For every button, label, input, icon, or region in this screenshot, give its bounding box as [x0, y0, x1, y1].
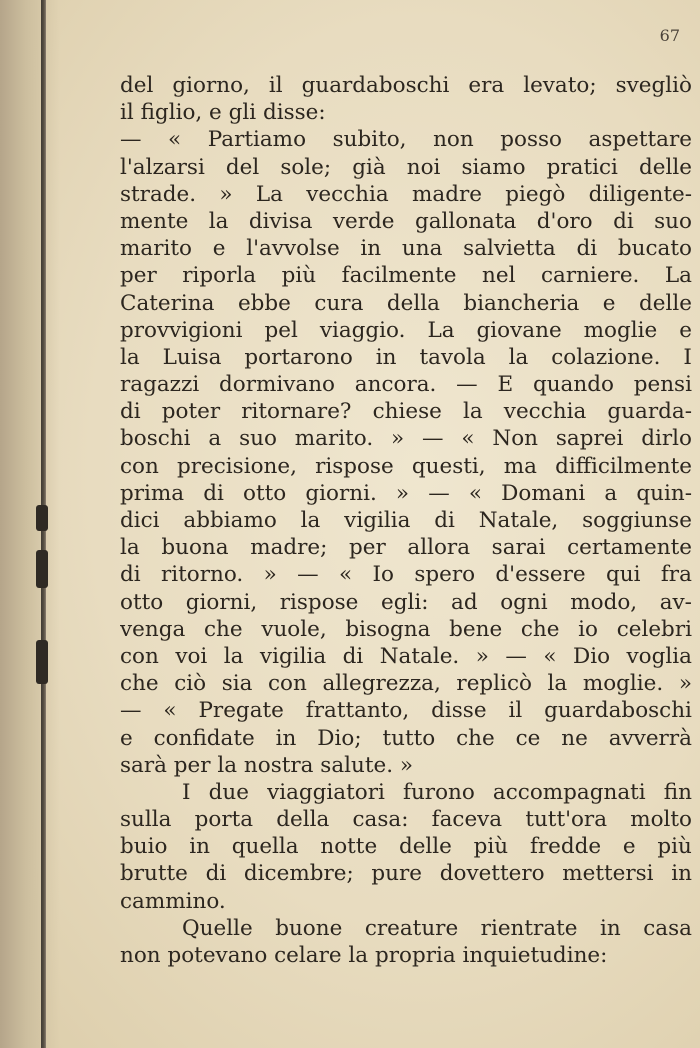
text-line: che ciò sia con allegrezza, replicò la moglie. » [120, 671, 692, 697]
text-line: Caterina ebbe cura della biancheria e delle [120, 290, 692, 316]
binding-stitch-mark [36, 640, 48, 684]
text-line: otto giorni, rispose egli: ad ogni modo, av- [120, 589, 692, 615]
text-line: non potevano celare la propria inquietudine: [120, 943, 608, 968]
text-line: I due viaggiatori furono accompagnati fin [182, 779, 692, 805]
text-line: dici abbiamo la vigilia di Natale, soggiunse [120, 508, 692, 533]
text-line: con voi la vigilia di Natale. » — « Dio voglia [120, 643, 692, 669]
text-line: marito e l'avvolse in una salvietta di bucato [120, 236, 692, 262]
text-line: buio in quella notte delle più fredde e più [120, 834, 692, 860]
text-line: Quelle buone creature rientrate in casa [182, 915, 692, 941]
text-line: provvigioni pel viaggio. La giovane moglie e [120, 317, 692, 343]
text-line: con precisione, rispose questi, ma difficilmente [120, 453, 692, 479]
text-line: cammino. [120, 888, 226, 914]
text-line: prima di otto giorni. » — « Domani a quin- [120, 480, 692, 506]
text-line: il figlio, e gli disse: [120, 100, 326, 126]
text-line: ragazzi dormivano ancora. — E quando pensi [120, 372, 692, 398]
text-line: venga che vuole, bisogna bene che io celebri [120, 616, 692, 642]
text-line: la Luisa portarono in tavola la colazione. I [120, 344, 692, 370]
text-line: e confidate in Dio; tutto che ce ne avverrà [120, 725, 692, 751]
binding-stitch-mark [36, 550, 48, 588]
text-line: strade. » La vecchia madre piegò diligente- [120, 181, 692, 207]
text-line: di ritorno. » — « Io spero d'essere qui fra [120, 562, 692, 588]
text-line: l'alzarsi del sole; già noi siamo pratici delle [120, 154, 692, 180]
text-line: mente la divisa verde gallonata d'oro di suo [120, 208, 692, 234]
text-line: brutte di dicembre; pure dovettero mettersi in [120, 861, 692, 887]
text-line: boschi a suo marito. » — « Non saprei dirlo [120, 426, 692, 452]
gutter-shadow [0, 0, 60, 1048]
text-line: — « Pregate frattanto, disse il guardaboschi [120, 698, 692, 724]
binding-stitch-mark [36, 505, 48, 531]
text-line: per riporla più facilmente nel carniere. La [120, 263, 692, 289]
text-line: di poter ritornare? chiese la vecchia guarda- [120, 399, 692, 425]
text-line: del giorno, il guardaboschi era levato; svegliò [120, 73, 692, 98]
text-line: — « Partiamo subito, non posso aspettare [120, 127, 692, 153]
text-line: sulla porta della casa: faceva tutt'ora molto [120, 807, 692, 833]
text-line: sarà per la nostra salute. » [120, 752, 414, 778]
page-number: 67 [659, 26, 680, 45]
text-line: la buona madre; per allora sarai certamente [120, 535, 692, 561]
body-text [120, 72, 692, 969]
